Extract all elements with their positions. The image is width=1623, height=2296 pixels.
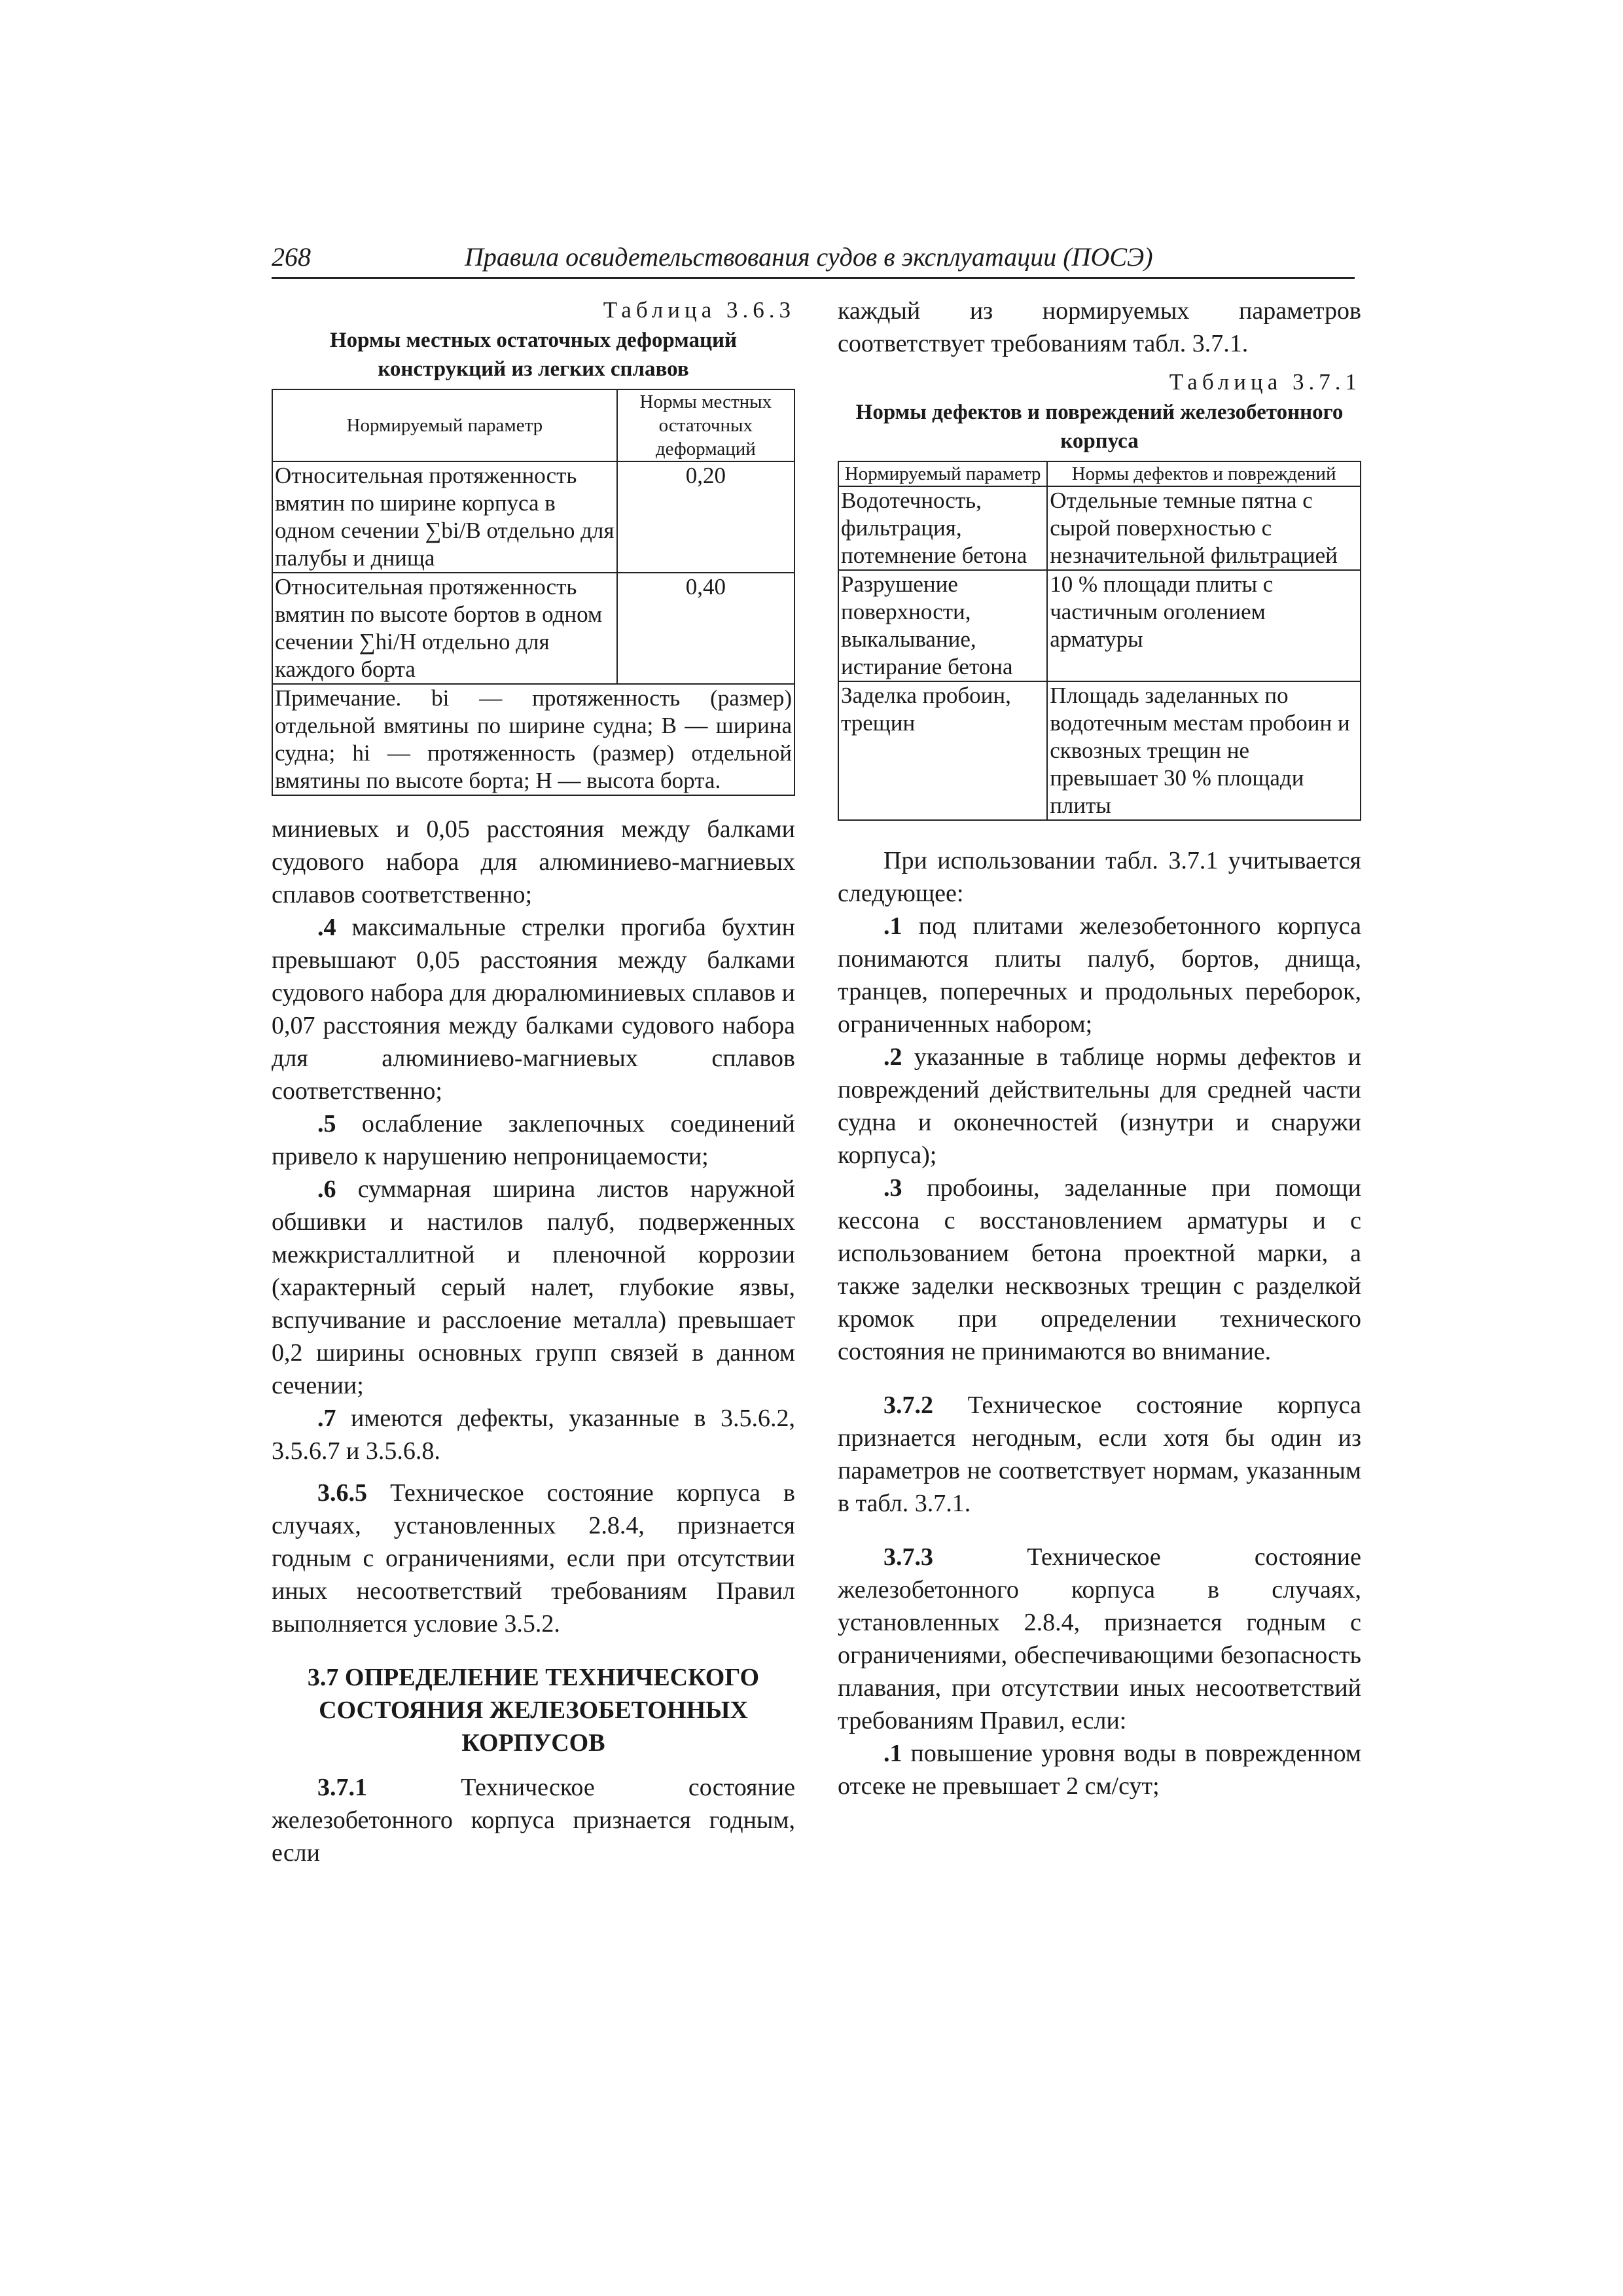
clause-text: Техническое состояние железобетонного корпуса признается годным, если [272, 1774, 795, 1867]
table-header-row [272, 389, 794, 461]
clause-number: 3.7.3 [883, 1543, 933, 1571]
table-cell: 0,40 [617, 573, 794, 684]
table-row [272, 573, 794, 684]
clause-text: Техническое состояние железобетонного корпуса в случаях, установленных 2.8.4, признается годным с ограничениями, обеспечивающими безопасность плавания, при отсутствии иных несоответствий требованиям Правил, если: [838, 1543, 1361, 1734]
item-number: .1 [883, 1740, 902, 1767]
item-text: под плитами железобетонного корпуса понимаются плиты палуб, бортов, днища, транцев, поперечных и продольных переборок, ограниченных набором; [838, 912, 1361, 1038]
item-number: .4 [317, 914, 336, 941]
column-header: Нормы местных остаточных деформаций [617, 389, 794, 461]
table-label: Таблица 3.6.3 [603, 297, 795, 323]
paragraph [838, 1389, 1361, 1520]
table-note-row [272, 684, 794, 795]
list-item [272, 1107, 795, 1173]
list-item [272, 1173, 795, 1402]
table-cell: 0,20 [617, 461, 794, 573]
table-cell: Заделка пробоин, трещин [838, 681, 1047, 820]
paragraph [272, 1477, 795, 1640]
clause-text: Техническое состояние корпуса в случаях, установленных 2.8.4, признается годным с ограничениями, если при отсутствии иных несоответствий требованиям Правил выполняется условие 3.5.2. [272, 1479, 795, 1638]
column-header: Нормируемый параметр [272, 389, 617, 461]
item-number: .5 [317, 1110, 336, 1138]
paragraph: каждый из нормируемых параметров соответствует требованиям табл. 3.7.1. [838, 297, 1361, 357]
table-note: Примечание. bi — протяженность (размер) отдельной вмятины по ширине судна; B — ширина судна; hi — протяженность (размер) отдельной вмятины по высоте борта; H — высота борта. [272, 684, 794, 795]
table-cell: Водотечность, фильтрация, потемнение бетона [838, 486, 1047, 570]
table-cell: Относительная протяженность вмятин по ширине корпуса в одном сечении ∑bi/B отдельно для палубы и днища [272, 461, 617, 573]
item-text: имеются дефекты, указанные в 3.5.6.2, 3.5.6.7 и 3.5.6.8. [272, 1405, 795, 1465]
table-cell: Площадь заделанных по водотечным местам пробоин и сквозных трещин не превышает 30 % площади плиты [1047, 681, 1361, 820]
running-title: Правила освидетельствования судов в эксплуатации (ПОСЭ) [465, 242, 1153, 272]
clause-number: 3.7.1 [317, 1774, 367, 1801]
right-column [838, 295, 1361, 1803]
item-text: максимальные стрелки прогиба бухтин превышают 0,05 расстояния между балками судового набора для дюралюминиевых сплавов и 0,07 расстояния между балками судового набора для алюминиево-магниевых сплавов соответственно; [272, 914, 795, 1105]
item-text: ослабление заклепочных соединений привело к нарушению непроницаемости; [272, 1110, 795, 1170]
item-text: повышение уровня воды в поврежденном отсеке не превышает 2 см/сут; [838, 1740, 1361, 1800]
table-row [838, 570, 1361, 681]
table-cell: Относительная протяженность вмятин по высоте бортов в одном сечении ∑hi/H отдельно для каждого борта [272, 573, 617, 684]
list-item [838, 1172, 1361, 1368]
page-number: 268 [272, 242, 311, 272]
paragraph [272, 1771, 795, 1869]
table-cell: Разрушение поверхности, выкалывание, истирание бетона [838, 570, 1047, 681]
section-heading: 3.7 ОПРЕДЕЛЕНИЕ ТЕХНИЧЕСКОГО СОСТОЯНИЯ ЖЕЛЕЗОБЕТОННЫХ КОРПУСОВ [307, 1664, 760, 1757]
item-number: .1 [883, 912, 902, 940]
left-column [272, 295, 795, 1869]
table-caption: Нормы дефектов и повреждений железобетонного корпуса [855, 401, 1344, 453]
item-number: .6 [317, 1175, 336, 1203]
clause-text: Техническое состояние корпуса признается негодным, если хотя бы один из параметров не соответствует нормам, указанным в табл. 3.7.1. [838, 1391, 1361, 1517]
column-header: Нормируемый параметр [838, 461, 1047, 486]
running-header [272, 239, 1355, 279]
table-caption: Нормы местных остаточных деформаций конструкций из легких сплавов [329, 329, 738, 381]
paragraph: При использовании табл. 3.7.1 учитывается следующее: [838, 847, 1361, 907]
item-text: суммарная ширина листов наружной обшивки и настилов палуб, подверженных межкристаллитной и пленочной коррозии (характерный серый налет, глубокие язвы, вспучивание и расслоение металла) превышает 0,2 ширины основных групп связей в данном сечении; [272, 1175, 795, 1399]
item-text: пробоины, заделанные при помощи кессона с восстановлением арматуры и с использованием бетона проектной марки, а также заделки несквозных трещин с разделкой кромок при определении технического состояния не принимаются во внимание. [838, 1174, 1361, 1365]
list-item [272, 1402, 795, 1467]
table-row [838, 681, 1361, 820]
item-number: .2 [883, 1043, 902, 1071]
paragraph [838, 1541, 1361, 1737]
item-number: .7 [317, 1405, 336, 1432]
table-label: Таблица 3.7.1 [1169, 369, 1361, 395]
list-item [272, 911, 795, 1107]
item-number: .3 [883, 1174, 902, 1202]
table-header-row [838, 461, 1361, 486]
paragraph: миниевых и 0,05 расстояния между балками судового набора для алюминиево-магниевых сплавов соответственно; [272, 816, 795, 908]
table-row [838, 486, 1361, 570]
clause-number: 3.7.2 [883, 1391, 933, 1419]
clause-number: 3.6.5 [317, 1479, 367, 1507]
table-3-7-1 [838, 461, 1361, 821]
table-row [272, 461, 794, 573]
list-item [838, 1737, 1361, 1803]
column-header: Нормы дефектов и повреждений [1047, 461, 1361, 486]
list-item [838, 1041, 1361, 1172]
table-3-6-3 [272, 389, 795, 796]
item-text: указанные в таблице нормы дефектов и повреждений действительны для средней части судна и оконечностей (изнутри и снаружи корпуса); [838, 1043, 1361, 1169]
list-item [838, 910, 1361, 1041]
table-cell: 10 % площади плиты с частичным оголением арматуры [1047, 570, 1361, 681]
table-cell: Отдельные темные пятна с сырой поверхностью с незначительной фильтрацией [1047, 486, 1361, 570]
